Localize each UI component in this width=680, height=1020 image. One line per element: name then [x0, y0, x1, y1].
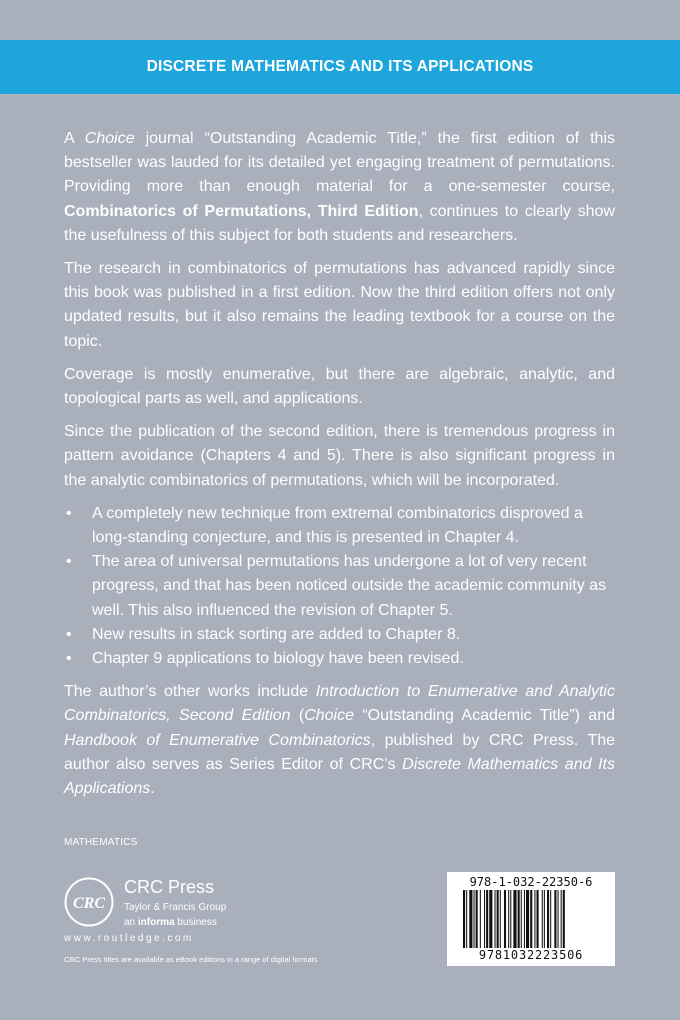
publisher-group: Taylor & Francis Group	[124, 902, 227, 913]
text-run: an	[124, 917, 138, 928]
text-run: business	[174, 917, 217, 928]
barcode-bar	[469, 890, 472, 948]
barcode-bar	[484, 890, 485, 948]
text-run: .	[150, 780, 155, 798]
barcode-bar	[500, 890, 501, 948]
barcode-digits: 9781032223506	[478, 948, 584, 962]
barcode-bar	[534, 890, 535, 948]
barcode-bar	[508, 890, 509, 948]
barcode-bar	[524, 890, 525, 948]
publisher-url: www.routledge.com	[64, 933, 194, 944]
other-book-title: Introduction to Enumerative and Analytic Combinatorics, Second Edition	[64, 683, 615, 725]
series-title: DISCRETE MATHEMATICS AND ITS APPLICATIONS	[146, 58, 534, 75]
barcode-bar	[504, 890, 506, 948]
informa-line	[124, 917, 217, 928]
series-name: Discrete Mathematics and Its Applications	[64, 755, 616, 798]
blurb-paragraph-3: Coverage is mostly enumerative, but there are algebraic, analytic, and topological parts as well, and applications.	[64, 365, 615, 408]
barcode-bar	[513, 890, 516, 948]
barcode-bar	[474, 890, 475, 948]
barcode-bars-icon	[463, 890, 599, 948]
barcode-bar	[554, 890, 556, 948]
barcode-bar	[521, 890, 522, 948]
isbn-barcode	[447, 872, 615, 966]
crc-logo-icon	[64, 877, 114, 927]
blurb-paragraph-2: The research in combinatorics of permutations has advanced rapidly since this book was published in a first edition. Now the third edition offers not only updated results, but it also remains the leading textbook for a course on the topic.	[64, 260, 615, 350]
choice-journal-name: Choice	[84, 130, 135, 147]
barcode-bar	[489, 890, 492, 948]
barcode-bar	[561, 890, 562, 948]
barcode-bar	[463, 890, 465, 948]
barcode-bar	[486, 890, 488, 948]
text-run: “Outstanding Academic Title”) and	[354, 707, 615, 725]
blurb-paragraph-1	[64, 127, 615, 248]
barcode-bar	[480, 890, 481, 948]
feature-item: • New results in stack sorting are added to Chapter 8.	[64, 623, 615, 647]
text-run: A	[64, 130, 85, 147]
barcode-bar	[544, 890, 545, 948]
feature-list	[64, 502, 615, 671]
other-book-title: Handbook of Enumerative Combinatorics	[64, 731, 371, 749]
barcode-bar	[550, 890, 551, 948]
text-run: , continues to clearly show the usefulness of this subject for both students and researchers.	[64, 202, 615, 244]
text-run: The author’s other works include	[64, 683, 316, 701]
blurb-paragraph-5	[64, 680, 615, 801]
text-run: journal “Outstanding Academic Title,” the first edition of this bestseller was lauded for its detailed yet engaging treatment of permutations. Providing more than enough material for a one-semester course,	[64, 130, 615, 196]
publisher-name: CRC Press	[124, 877, 215, 897]
text-run: (	[290, 707, 305, 725]
feature-item: • Chapter 9 applications to biology have been revised.	[64, 647, 615, 671]
barcode-bar	[563, 890, 565, 948]
barcode-bar	[530, 890, 532, 948]
feature-item: • The area of universal permutations has undergone a lot of very recent progress, and that has been noticed outside the academic community as well. This also influenced the revision of Chapter 5.	[64, 550, 615, 623]
barcode-bar	[537, 890, 539, 948]
barcode-bar	[547, 890, 549, 948]
feature-item: • A completely new technique from extremal combinatorics disproved a long-standing conjecture, and this is presented in Chapter 4.	[64, 502, 615, 550]
text-run: , published by CRC Press. The author also serves as Series Editor of CRC’s	[64, 731, 616, 773]
blurb-paragraph-4: Since the publication of the second edition, there is tremendous progress in pattern avoidance (Chapters 4 and 5). There is also significant progress in the analytic combinatorics of permutations, which will be incorporated.	[64, 423, 615, 489]
back-cover-blurb	[64, 127, 615, 810]
barcode-bar	[510, 890, 511, 948]
isbn-text: 978-1-032-22350-6	[469, 875, 593, 889]
informa-brand: informa	[137, 917, 175, 928]
barcode-bar	[518, 890, 520, 948]
barcode-bar	[476, 890, 478, 948]
barcode-bar	[542, 890, 543, 948]
subject-category: MATHEMATICS	[64, 837, 138, 848]
crc-logo-text: CRC	[72, 895, 106, 912]
barcode-bar	[558, 890, 559, 948]
barcode-bar	[495, 890, 496, 948]
barcode-bar	[466, 890, 467, 948]
barcode-bar	[526, 890, 529, 948]
book-title: Combinatorics of Permutations, Third Edition	[64, 202, 419, 220]
series-banner	[0, 40, 680, 94]
choice-journal-name: Choice	[304, 707, 355, 725]
barcode-bar	[497, 890, 499, 948]
ebook-note: CRC Press titles are available as eBook editions in a range of digital formats	[64, 955, 318, 964]
